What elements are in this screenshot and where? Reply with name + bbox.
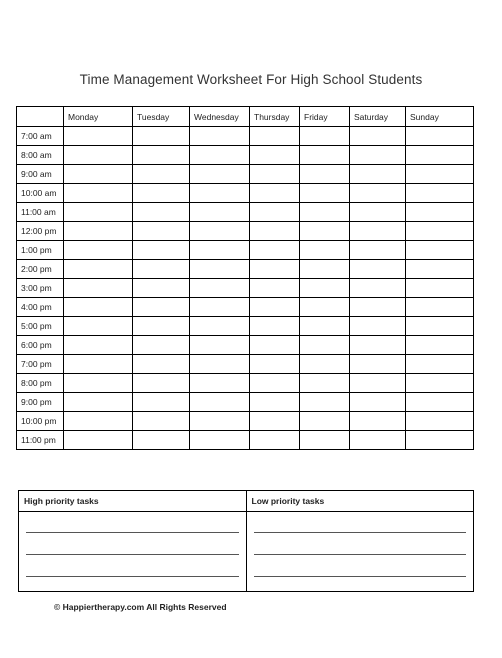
table-row (17, 374, 474, 393)
schedule-cell[interactable] (300, 260, 350, 279)
schedule-cell[interactable] (350, 279, 406, 298)
time-label: 9:00 am (17, 165, 64, 184)
table-row (17, 241, 474, 260)
schedule-cell[interactable] (300, 298, 350, 317)
schedule-cell[interactable] (190, 241, 250, 260)
time-label: 10:00 am (17, 184, 64, 203)
schedule-cell[interactable] (64, 165, 133, 184)
schedule-cell[interactable] (64, 260, 133, 279)
schedule-cell[interactable] (250, 184, 300, 203)
schedule-cell[interactable] (190, 374, 250, 393)
schedule-cell[interactable] (350, 317, 406, 336)
time-label: 8:00 pm (17, 374, 64, 393)
schedule-cell[interactable] (350, 184, 406, 203)
schedule-cell[interactable] (190, 127, 250, 146)
table-row (17, 184, 474, 203)
schedule-cell[interactable] (350, 222, 406, 241)
schedule-cell[interactable] (250, 165, 300, 184)
high-priority-heading: High priority tasks (19, 491, 246, 512)
schedule-cell[interactable] (250, 355, 300, 374)
low-priority-column (246, 491, 474, 591)
writing-line (254, 532, 467, 533)
table-row (17, 317, 474, 336)
schedule-cell[interactable] (406, 184, 474, 203)
schedule-cell[interactable] (190, 336, 250, 355)
schedule-cell[interactable] (406, 393, 474, 412)
table-row (17, 355, 474, 374)
schedule-cell[interactable] (406, 222, 474, 241)
writing-line (254, 554, 467, 555)
schedule-cell[interactable] (250, 146, 300, 165)
schedule-cell[interactable] (133, 222, 190, 241)
schedule-cell[interactable] (406, 355, 474, 374)
table-row (17, 279, 474, 298)
low-priority-lines[interactable] (247, 512, 474, 591)
schedule-cell[interactable] (190, 203, 250, 222)
schedule-cell[interactable] (64, 298, 133, 317)
schedule-cell[interactable] (350, 355, 406, 374)
schedule-cell[interactable] (133, 279, 190, 298)
schedule-cell[interactable] (190, 298, 250, 317)
day-header: Wednesday (190, 107, 250, 127)
table-row (17, 336, 474, 355)
schedule-cell[interactable] (250, 222, 300, 241)
high-priority-lines[interactable] (19, 512, 246, 591)
schedule-cell[interactable] (64, 336, 133, 355)
schedule-cell[interactable] (300, 127, 350, 146)
schedule-cell[interactable] (64, 203, 133, 222)
schedule-cell[interactable] (350, 260, 406, 279)
corner-cell (17, 107, 64, 127)
schedule-cell[interactable] (133, 336, 190, 355)
weekly-schedule-table (16, 106, 474, 450)
schedule-cell[interactable] (190, 355, 250, 374)
day-header: Saturday (350, 107, 406, 127)
schedule-cell[interactable] (133, 146, 190, 165)
schedule-cell[interactable] (250, 336, 300, 355)
schedule-cell[interactable] (300, 317, 350, 336)
time-label: 3:00 pm (17, 279, 64, 298)
schedule-cell[interactable] (350, 393, 406, 412)
schedule-cell[interactable] (250, 127, 300, 146)
high-priority-column (19, 491, 246, 591)
schedule-cell[interactable] (64, 412, 133, 431)
time-label: 11:00 pm (17, 431, 64, 450)
table-row (17, 146, 474, 165)
schedule-cell[interactable] (406, 127, 474, 146)
schedule-cell[interactable] (350, 165, 406, 184)
schedule-cell[interactable] (250, 203, 300, 222)
schedule-cell[interactable] (133, 298, 190, 317)
schedule-cell[interactable] (64, 146, 133, 165)
schedule-cell[interactable] (64, 222, 133, 241)
schedule-cell[interactable] (190, 393, 250, 412)
schedule-cell[interactable] (250, 241, 300, 260)
schedule-cell[interactable] (350, 203, 406, 222)
schedule-cell[interactable] (406, 279, 474, 298)
schedule-cell[interactable] (350, 127, 406, 146)
schedule-cell[interactable] (250, 412, 300, 431)
schedule-cell[interactable] (300, 165, 350, 184)
table-row (17, 393, 474, 412)
schedule-cell[interactable] (190, 317, 250, 336)
table-row (17, 431, 474, 450)
schedule-cell[interactable] (406, 431, 474, 450)
schedule-cell[interactable] (300, 241, 350, 260)
schedule-cell[interactable] (406, 165, 474, 184)
schedule-cell[interactable] (300, 184, 350, 203)
schedule-cell[interactable] (133, 184, 190, 203)
time-label: 4:00 pm (17, 298, 64, 317)
schedule-cell[interactable] (300, 222, 350, 241)
schedule-cell[interactable] (350, 412, 406, 431)
schedule-cell[interactable] (300, 374, 350, 393)
table-row (17, 203, 474, 222)
schedule-cell[interactable] (406, 317, 474, 336)
schedule-cell[interactable] (64, 431, 133, 450)
table-row (17, 298, 474, 317)
schedule-cell[interactable] (64, 279, 133, 298)
writing-line (26, 554, 239, 555)
schedule-cell[interactable] (300, 203, 350, 222)
schedule-cell[interactable] (250, 431, 300, 450)
schedule-cell[interactable] (250, 298, 300, 317)
schedule-cell[interactable] (190, 165, 250, 184)
schedule-cell[interactable] (350, 374, 406, 393)
day-header: Thursday (250, 107, 300, 127)
schedule-cell[interactable] (64, 241, 133, 260)
schedule-cell[interactable] (300, 355, 350, 374)
table-header-row (17, 107, 474, 127)
schedule-cell[interactable] (406, 412, 474, 431)
worksheet-title: Time Management Worksheet For High School Students (79, 72, 423, 87)
time-label: 7:00 pm (17, 355, 64, 374)
schedule-cell[interactable] (64, 393, 133, 412)
schedule-cell[interactable] (406, 260, 474, 279)
schedule-cell[interactable] (190, 222, 250, 241)
time-label: 8:00 am (17, 146, 64, 165)
time-label: 11:00 am (17, 203, 64, 222)
schedule-cell[interactable] (64, 374, 133, 393)
schedule-cell[interactable] (133, 203, 190, 222)
tasks-section (18, 490, 474, 592)
schedule-cell[interactable] (250, 393, 300, 412)
writing-line (26, 576, 239, 577)
schedule-cell[interactable] (190, 260, 250, 279)
schedule-cell[interactable] (350, 431, 406, 450)
schedule-cell[interactable] (133, 241, 190, 260)
schedule-cell[interactable] (250, 260, 300, 279)
schedule-cell[interactable] (300, 336, 350, 355)
schedule-cell[interactable] (300, 279, 350, 298)
writing-line (254, 576, 467, 577)
schedule-cell[interactable] (300, 146, 350, 165)
low-priority-heading: Low priority tasks (247, 491, 474, 512)
schedule-cell[interactable] (406, 298, 474, 317)
schedule-cell[interactable] (190, 279, 250, 298)
schedule-cell[interactable] (133, 431, 190, 450)
time-label: 9:00 pm (17, 393, 64, 412)
day-header: Sunday (406, 107, 474, 127)
writing-line (26, 532, 239, 533)
schedule-cell[interactable] (64, 127, 133, 146)
time-label: 5:00 pm (17, 317, 64, 336)
day-header: Monday (64, 107, 133, 127)
schedule-cell[interactable] (406, 336, 474, 355)
time-label: 1:00 pm (17, 241, 64, 260)
schedule-cell[interactable] (250, 317, 300, 336)
schedule-cell[interactable] (350, 146, 406, 165)
time-label: 6:00 pm (17, 336, 64, 355)
table-row (17, 260, 474, 279)
schedule-cell[interactable] (133, 412, 190, 431)
schedule-cell[interactable] (300, 393, 350, 412)
table-row (17, 412, 474, 431)
schedule-cell[interactable] (133, 355, 190, 374)
table-row (17, 127, 474, 146)
schedule-cell[interactable] (133, 393, 190, 412)
schedule-cell[interactable] (133, 165, 190, 184)
schedule-cell[interactable] (190, 412, 250, 431)
day-header: Friday (300, 107, 350, 127)
table-row (17, 165, 474, 184)
schedule-cell[interactable] (133, 127, 190, 146)
schedule-cell[interactable] (133, 317, 190, 336)
time-label: 12:00 pm (17, 222, 64, 241)
schedule-cell[interactable] (133, 260, 190, 279)
schedule-cell[interactable] (64, 317, 133, 336)
schedule-cell[interactable] (406, 241, 474, 260)
schedule-cell[interactable] (190, 184, 250, 203)
schedule-cell[interactable] (300, 412, 350, 431)
schedule-cell[interactable] (300, 431, 350, 450)
day-header: Tuesday (133, 107, 190, 127)
schedule-cell[interactable] (406, 203, 474, 222)
schedule-cell[interactable] (350, 298, 406, 317)
schedule-cell[interactable] (406, 146, 474, 165)
schedule-cell[interactable] (133, 374, 190, 393)
schedule-cell[interactable] (190, 431, 250, 450)
schedule-cell[interactable] (250, 279, 300, 298)
schedule-cell[interactable] (406, 374, 474, 393)
time-label: 7:00 am (17, 127, 64, 146)
schedule-cell[interactable] (64, 355, 133, 374)
schedule-cell[interactable] (190, 146, 250, 165)
schedule-cell[interactable] (350, 241, 406, 260)
schedule-cell[interactable] (64, 184, 133, 203)
copyright-footer: © Happiertherapy.com All Rights Reserved (54, 602, 227, 612)
schedule-cell[interactable] (250, 374, 300, 393)
table-row (17, 222, 474, 241)
time-label: 10:00 pm (17, 412, 64, 431)
time-label: 2:00 pm (17, 260, 64, 279)
schedule-cell[interactable] (350, 336, 406, 355)
